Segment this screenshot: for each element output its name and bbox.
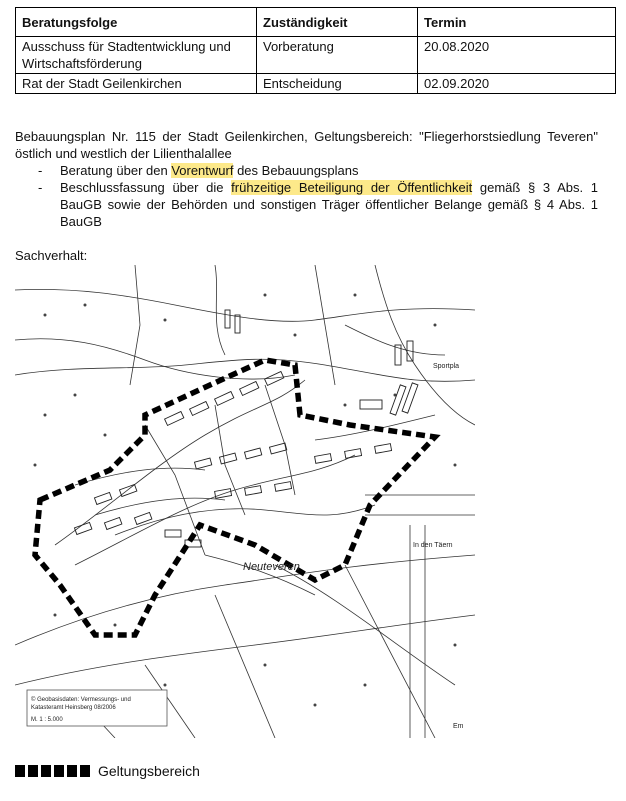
sachverhalt-heading: Sachverhalt: bbox=[15, 248, 88, 263]
bullet-text: des Bebauungsplans bbox=[233, 163, 359, 178]
bullet-beschluss bbox=[38, 179, 598, 230]
copyright-line2: Katasteramt Heinsberg 08/2006 bbox=[31, 705, 116, 711]
cell-termin: 20.08.2020 bbox=[418, 37, 616, 74]
table-header-row bbox=[16, 8, 616, 37]
legend-label: Geltungsbereich bbox=[98, 763, 200, 779]
cell-zustaendigkeit: Entscheidung bbox=[257, 74, 418, 94]
cell-termin: 02.09.2020 bbox=[418, 74, 616, 94]
label-sportplatz: Sportpla bbox=[433, 363, 460, 370]
beratungsfolge-table bbox=[15, 7, 616, 94]
cadastral-map bbox=[15, 265, 475, 738]
header-beratungsfolge: Beratungsfolge bbox=[16, 8, 257, 37]
label-neuteveren: Neuteveren bbox=[243, 561, 300, 573]
table-row bbox=[16, 37, 616, 74]
cell-gremium: Rat der Stadt Geilenkirchen bbox=[16, 74, 257, 94]
table-row bbox=[16, 74, 616, 94]
cell-gremium: Ausschuss für Stadtentwicklung und Wirtschaftsförderung bbox=[16, 37, 257, 74]
copyright-line1: © Geobasisdaten: Vermessungs- und bbox=[31, 697, 131, 703]
header-zustaendigkeit: Zuständigkeit bbox=[257, 8, 418, 37]
agenda-bullets bbox=[38, 162, 598, 230]
label-in-den-taeern: In den Täern bbox=[413, 542, 453, 549]
cell-zustaendigkeit: Vorberatung bbox=[257, 37, 418, 74]
bullet-text: Beschlussfassung über die bbox=[60, 180, 232, 195]
map-legend bbox=[15, 763, 200, 779]
highlight-vorentwurf: Vorentwurf bbox=[171, 163, 234, 178]
label-em: Em bbox=[453, 723, 464, 730]
highlight-beteiligung: frühzeitige Beteiligung der Öffentlichkeit bbox=[231, 180, 473, 195]
subject-paragraph: Bebauungsplan Nr. 115 der Stadt Geilenkirchen, Geltungsbereich: "Fliegerhorstsiedlung Teveren" östlich und westlich der Lilienthalallee bbox=[15, 129, 598, 161]
map-scale: M. 1 : 5.000 bbox=[31, 717, 63, 723]
bullet-text: Beratung über den bbox=[60, 163, 172, 178]
header-termin: Termin bbox=[418, 8, 616, 37]
bullet-text: gemäß § 3 Abs. 1 BauGB sowie der Behörden und sonstigen Träger öffentlicher Belange gemäß § 4 Abs. 1 BauGB bbox=[60, 180, 599, 229]
boundary-legend-symbol bbox=[15, 765, 90, 777]
bullet-beratung bbox=[38, 162, 598, 179]
